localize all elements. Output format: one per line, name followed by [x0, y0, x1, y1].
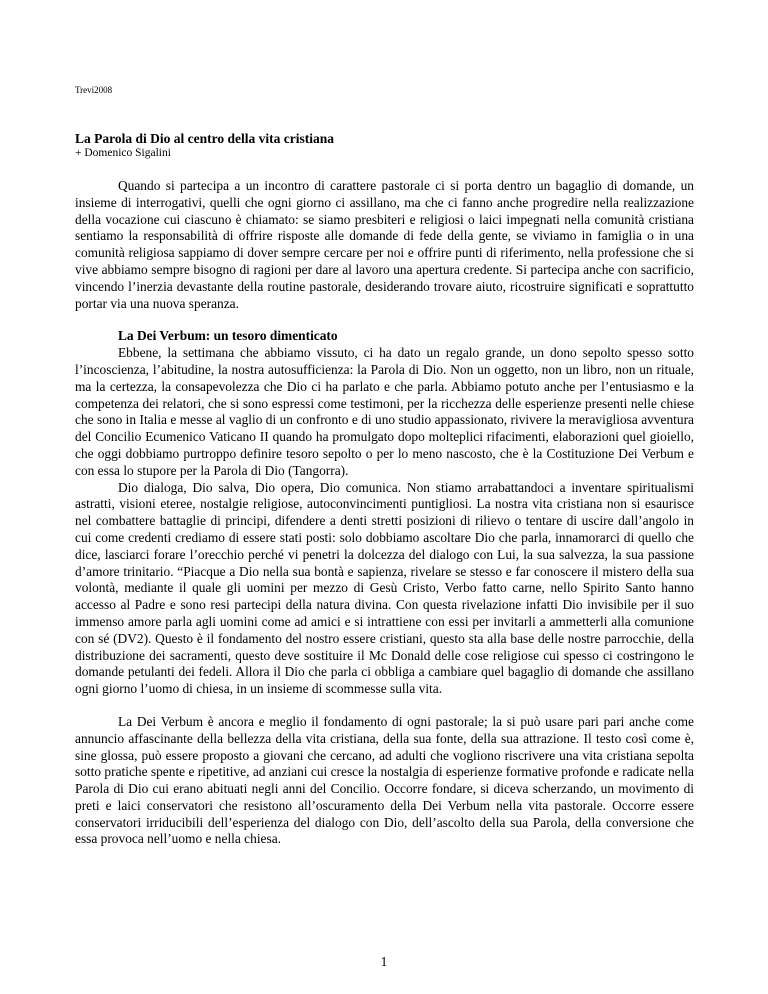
paragraph-dei-verbum: Ebbene, la settimana che abbiamo vissuto, ci ha dato un regalo grande, un dono sepolto spesso sotto l’incoscienza, l’abitudine, la nostra autosufficienza: la Parola di Dio. Non un oggetto, non un libro, non un rituale, ma la certezza, la consapevolezza che Dio ci ha parlato e che parla. Abbiamo potuto anche per l’entusiasmo e la competenza dei relatori, che si sono espressi come testimoni, per la ricchezza delle esperienze presenti nelle chiese che sono in Italia e messe al vaglio di un confronto e di uno studio appassionato, rivivere la meravigliosa avventura del Concilio Ecumenico Vaticano II quando ha promulgato dopo molteplici rifacimenti, elaborazioni quel gioiello, che oggi dobbiamo purtroppo definire tesoro sepolto o per lo meno nascosto, che è la Costituzione Dei Verbum e con essa lo stupore per la Parola di Dio (Tangorra).: [75, 345, 694, 478]
page-number: 1: [380, 954, 388, 969]
running-header: Trevi2008: [75, 85, 113, 95]
paragraph-fondamento: La Dei Verbum è ancora e meglio il fondamento di ogni pastorale; la si può usare pari pari anche come annuncio affascinante della bellezza della vita cristiana, della sua fonte, della sua attrazione. Il testo così come è, sine glossa, può essere proposto a giovani che cercano, ad adulti che vogliono riscrivere una vita cristiana sepolta sotto pratiche spente e ripetitive, ad anziani cui cresce la nostalgia di esperienze formative profonde e radicate nella Parola di Dio cui erano abituati negli anni del Concilio. Occorre fondare, si diceva scherzando, un movimento di preti e laici conservatori che resistono all’oscuramento della Dei Verbum nella vita pastorale. Occorre essere conservatori irriducibili dell’esperienza del dialogo con Dio, dell’ascolto della sua Parola, della conversione che essa provoca nell’uomo e nella chiesa.: [75, 713, 694, 847]
section-heading: La Dei Verbum: un tesoro dimenticato: [118, 328, 338, 344]
document-title: La Parola di Dio al centro della vita cristiana: [75, 131, 334, 146]
document-body: [75, 178, 694, 848]
title-block: [75, 131, 695, 160]
paragraph-dio-dialoga: Dio dialoga, Dio salva, Dio opera, Dio comunica. Non stiamo arrabattandoci a inventare spiritualismi astratti, visioni eteree, nostalgie religiose, autoconvincimenti puntigliosi. La nostra vita cristiana non si esaurisce nel combattere battaglie di principi, difendere a denti stretti posizioni di rilievo o tentare di uscire dall’angolo in cui come credenti crediamo di essere stati posti: solo dobbiamo ascoltare Dio che parla, innamorarci di quello che dice, lasciarci forare l’orecchio perché vi penetri la dolcezza del dialogo con Lui, la sua salvezza, la sua passione d’amore trinitario. “Piacque a Dio nella sua bontà e sapienza, rivelare se stesso e far conoscere il mistero della sua volontà, mediante il quale gli uomini per mezzo di Gesù Cristo, Verbo fatto carne, nello Spirito Santo hanno accesso al Padre e sono resi partecipi della natura divina. Con questa rivelazione infatti Dio invisibile per il suo immenso amore parla agli uomini come ad amici e si intrattiene con essi per invitarli a ammetterli alla comunione con sé (DV2). Questo è il fondamento del nostro essere cristiani, questo sta alla base delle nostre parrocchie, della distribuzione dei sacramenti, questo deve sostituire il Mc Donald delle cose religiose cui spesso ci costringono le domande petulanti dei fedeli. Allora il Dio che parla ci obbliga a cambiare quel bagaglio di domande che assillano ogni giorno l’uomo di chiesa, in un insieme di scommesse sulla vita.: [75, 479, 694, 697]
paragraph-intro: Quando si partecipa a un incontro di carattere pastorale ci si porta dentro un bagaglio di domande, un insieme di interrogativi, quelli che ogni giorno ci assillano, ma che ci fanno anche progredire nella realizzazione della vocazione cui ciascuno è chiamato: se siamo presbiteri e religiosi o laici impegnati nella comunità cristiana sentiamo la responsabilità di offrire risposte alle domande di fede della gente, se viviamo in famiglia o in una comunità religiosa sappiamo di dover sempre cercare per noi e offrire punti di riferimento, nella professione che si vive abbiamo sempre bisogno di ragioni per dare al lavoro una apertura credente. Si partecipa anche con sacrificio, vincendo l’inerzia devastante della routine pastorale, desiderando trovare aiuto, ricostruire significati e soprattutto portar via una nuova speranza.: [75, 178, 694, 311]
document-author: + Domenico Sigalini: [75, 147, 171, 159]
